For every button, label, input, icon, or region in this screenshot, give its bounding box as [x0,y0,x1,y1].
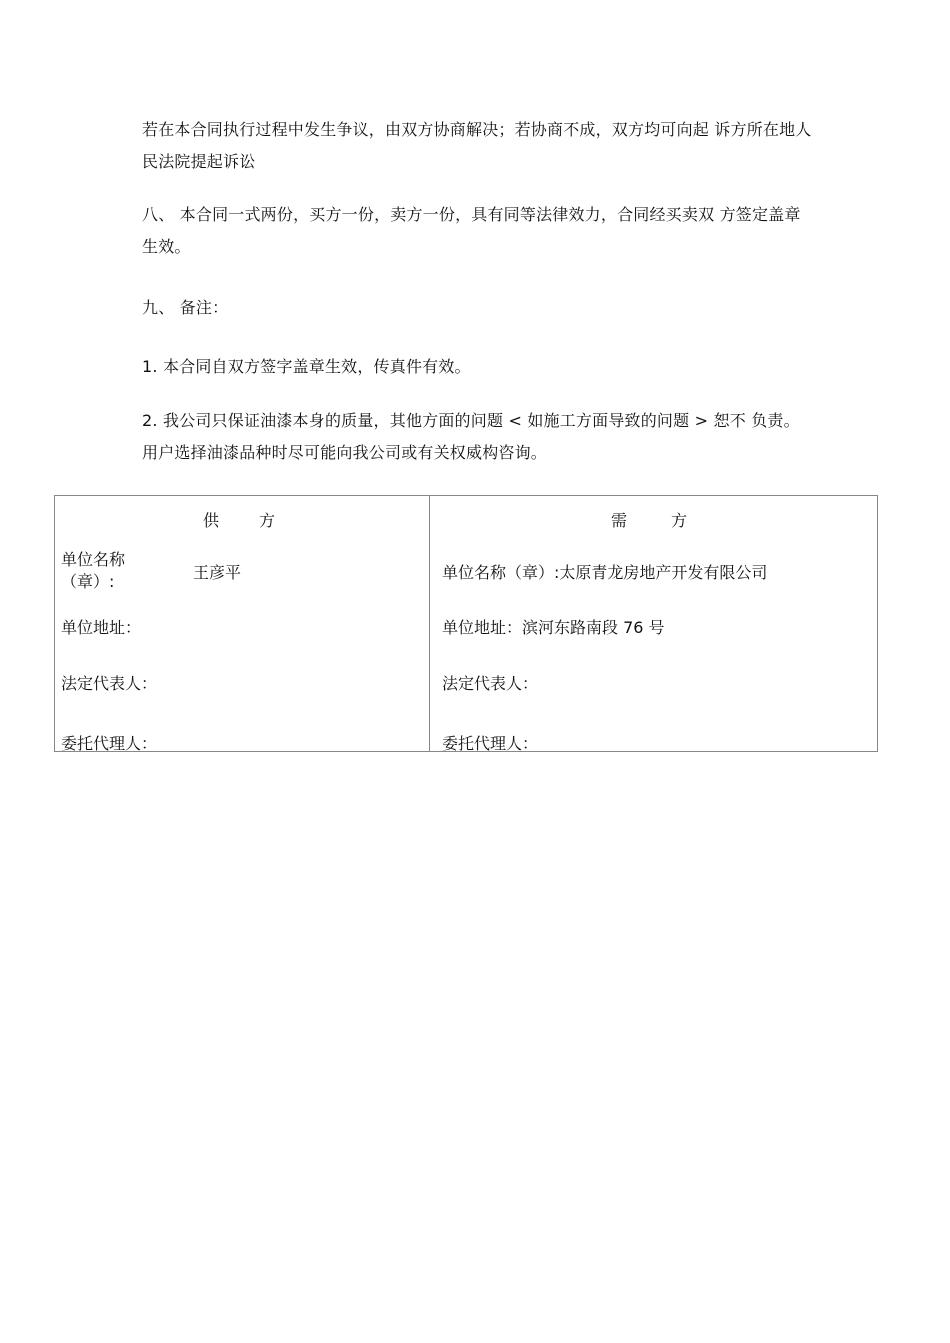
article-9-heading [142,292,887,324]
article-8-line-2: 生效。 [142,237,191,256]
dispute-clause-line-2: 民法院提起诉讼 [142,152,256,171]
dispute-clause-line-1: 若在本合同执行过程中发生争议，由双方协商解决；若协商不成，双方均可向起 诉方所在地人 [142,120,812,139]
table-column-divider [429,496,430,751]
buyer-name-line: 单位名称（章）:太原青龙房地产开发有限公司 [442,563,768,582]
article-8-line-1: 八、 本合同一式两份，买方一份，卖方一份，具有同等法律效力，合同经买卖双 方签定盖章 [142,205,801,224]
article-8 [142,199,887,263]
buyer-heading [611,510,687,532]
dispute-clause [142,114,887,178]
signature-table [54,495,878,752]
note-1-text: 1. 本合同自双方签字盖章生效，传真件有效。 [142,357,471,376]
buyer-legal-rep-label: 法定代表人： [442,674,539,693]
note-2-line-2: 用户选择油漆品种时尽可能向我公司或有关权威构咨询。 [142,443,548,462]
supplier-name-label-line-1: 单位名称 [61,550,126,569]
article-9-text: 九、 备注： [142,298,229,317]
buyer-heading-char-1: 需 [611,511,628,530]
buyer-heading-char-2: 方 [671,511,688,530]
supplier-heading [203,510,275,532]
supplier-name-label-line-2: （章）: [61,572,115,591]
supplier-heading-char-2: 方 [259,511,276,530]
supplier-legal-rep-label: 法定代表人： [61,674,158,693]
buyer-agent-label: 委托代理人： [442,734,539,753]
supplier-name-value: 王彦平 [193,563,242,582]
note-1 [142,351,887,383]
supplier-address-label: 单位地址： [61,618,142,637]
supplier-heading-char-1: 供 [203,511,220,530]
supplier-agent-label: 委托代理人： [61,734,158,753]
note-2-line-1: 2. 我公司只保证油漆本身的质量，其他方面的问题 < 如施工方面导致的问题 > 恕不 负责。 [142,411,800,430]
buyer-address-line: 单位地址：滨河东路南段 76 号 [442,618,665,637]
note-2 [142,405,887,469]
